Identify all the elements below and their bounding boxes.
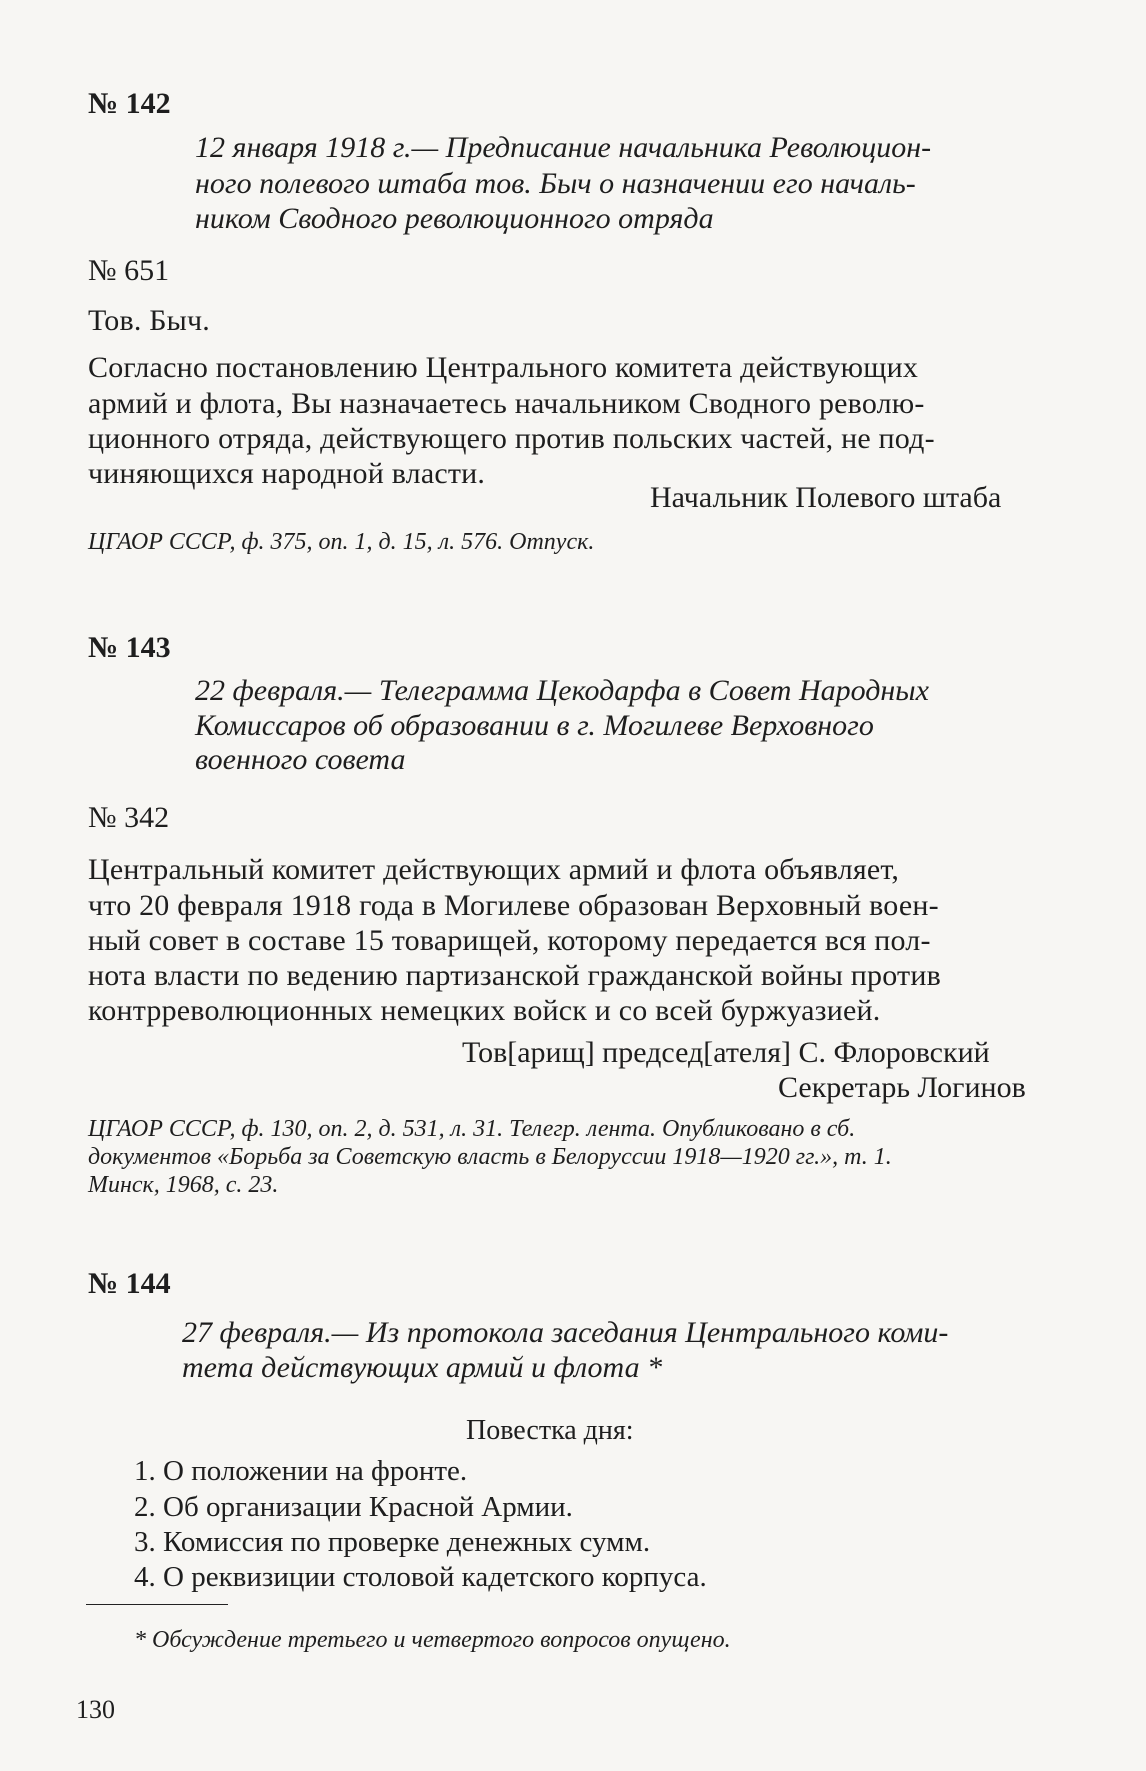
doc-143-body-line-3: ный совет в составе 15 товарищей, которому передается вся пол-: [88, 924, 931, 957]
doc-143-signature-line-1: Тов[арищ] председ[ателя] С. Флоровский: [462, 1036, 990, 1069]
page-number: 130: [76, 1695, 115, 1724]
doc-143-title-line-3: военного совета: [195, 743, 406, 776]
agenda-item-1: 1. О положении на фронте.: [134, 1455, 468, 1487]
doc-142-body-line-4: чиняющихся народной власти.: [88, 457, 486, 490]
doc-142-signature: Начальник Полевого штаба: [650, 481, 1002, 514]
doc-142-title-line-2: ного полевого штаба тов. Быч о назначении его началь-: [195, 167, 916, 200]
agenda-item-4: 4. О реквизиции столовой кадетского корпуса.: [134, 1561, 707, 1593]
doc-143-title-line-2: Комиссаров об образовании в г. Могилеве Верховного: [195, 709, 874, 742]
doc-143-body-line-1: Центральный комитет действующих армий и флота объявляет,: [88, 853, 900, 886]
doc-143-body-line-5: контрреволюционных немецких войск и со всей буржуазией.: [88, 994, 881, 1027]
doc-142-title-line-1: 12 января 1918 г.— Предписание начальника Революцион-: [195, 131, 932, 164]
footnote: * Обсуждение третьего и четвертого вопросов опущено.: [134, 1627, 731, 1653]
doc-143-body-line-4: нота власти по ведению партизанской гражданской войны против: [88, 959, 941, 992]
doc-142-body-line-2: армий и флота, Вы назначаетесь начальником Сводного револю-: [88, 387, 925, 420]
doc-142-archive-ref: ЦГАОР СССР, ф. 375, оп. 1, д. 15, л. 576. Отпуск.: [88, 529, 595, 555]
doc-143-doc-number: № 342: [88, 801, 170, 834]
doc-142-number: № 142: [88, 87, 171, 120]
doc-144-number: № 144: [88, 1267, 171, 1300]
agenda-title: Повестка дня:: [466, 1415, 634, 1446]
doc-142-title-line-3: ником Сводного революционного отряда: [195, 202, 714, 235]
doc-143-signature-line-2: Секретарь Логинов: [778, 1071, 1026, 1104]
doc-143-archive-line-3: Минск, 1968, с. 23.: [88, 1172, 279, 1198]
doc-142-body-line-3: ционного отряда, действующего против польских частей, не под-: [88, 422, 935, 455]
footnote-divider: [86, 1604, 228, 1605]
agenda-item-2: 2. Об организации Красной Армии.: [134, 1491, 573, 1523]
doc-142-addressee: Тов. Быч.: [88, 304, 211, 337]
doc-143-title-line-1: 22 февраля.— Телеграмма Цекодарфа в Совет Народных: [195, 674, 929, 707]
doc-143-archive-line-2: документов «Борьба за Советскую власть в Белоруссии 1918—1920 гг.», т. 1.: [88, 1144, 892, 1170]
doc-143-number: № 143: [88, 631, 171, 664]
doc-144-title-line-2: тета действующих армий и флота *: [182, 1351, 663, 1384]
doc-143-archive-line-1: ЦГАОР СССР, ф. 130, оп. 2, д. 531, л. 31. Телегр. лента. Опубликовано в сб.: [88, 1116, 856, 1142]
doc-144-title-line-1: 27 февраля.— Из протокола заседания Центрального коми-: [182, 1316, 949, 1349]
doc-143-body-line-2: что 20 февраля 1918 года в Могилеве образован Верховный воен-: [88, 889, 939, 922]
doc-142-body-line-1: Согласно постановлению Центрального комитета действующих: [88, 351, 919, 384]
agenda-item-3: 3. Комиссия по проверке денежных сумм.: [134, 1526, 651, 1558]
doc-142-doc-number: № 651: [88, 254, 170, 287]
